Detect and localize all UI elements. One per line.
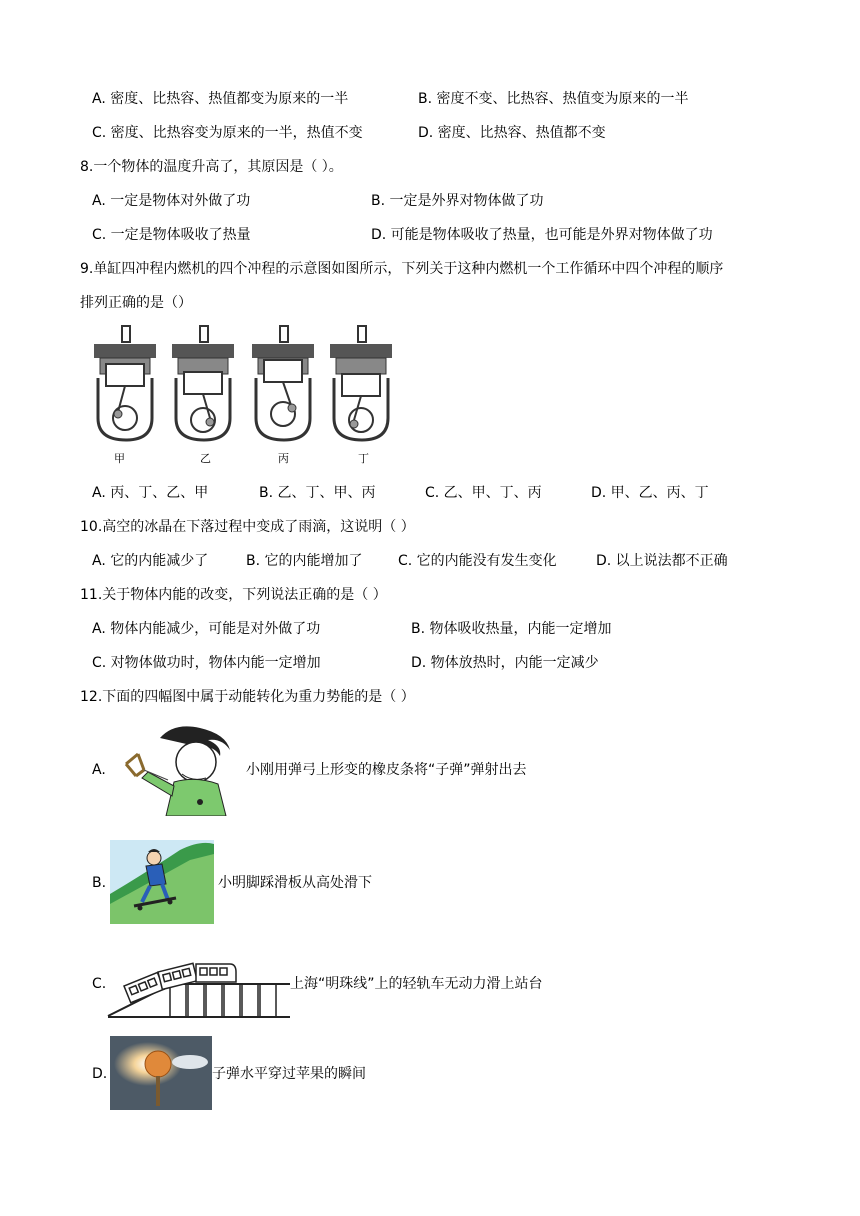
q9-stem-line1: 9.单缸四冲程内燃机的四个冲程的示意图如图所示，下列关于这种内燃机一个工作循环中四个冲程的顺序 bbox=[80, 261, 724, 277]
skateboard-boy-image bbox=[110, 840, 214, 924]
q9-option-d: D. 甲、乙、丙、丁 bbox=[591, 485, 709, 501]
figure-label-yi: 乙 bbox=[200, 452, 211, 465]
q10-option-d: D. 以上说法都不正确 bbox=[596, 553, 728, 569]
q12-option-a-text: 小刚用弹弓上形变的橡皮条将“子弹”弹射出去 bbox=[246, 762, 527, 778]
q10-option-b: B. 它的内能增加了 bbox=[246, 553, 363, 569]
q7-option-c: C. 密度、比热容变为原来的一半，热值不变 bbox=[92, 125, 363, 141]
q12-option-b-letter: B. bbox=[92, 875, 107, 891]
q12-option-c-text: 上海“明珠线”上的轻轨车无动力滑上站台 bbox=[290, 976, 543, 992]
q8-option-a: A. 一定是物体对外做了功 bbox=[92, 193, 251, 209]
q7-option-b: B. 密度不变、比热容、热值变为原来的一半 bbox=[418, 91, 689, 107]
figure-label-jia: 甲 bbox=[114, 452, 125, 465]
q8-option-c: C. 一定是物体吸收了热量 bbox=[92, 227, 251, 243]
q10-option-a: A. 它的内能减少了 bbox=[92, 553, 209, 569]
q12-option-d-letter: D. bbox=[92, 1066, 108, 1082]
q9-option-a: A. 丙、丁、乙、甲 bbox=[92, 485, 209, 501]
q8-option-b: B. 一定是外界对物体做了功 bbox=[371, 193, 544, 209]
slingshot-boy-image bbox=[122, 724, 242, 816]
q11-option-d: D. 物体放热时，内能一定减少 bbox=[411, 655, 599, 671]
q10-stem: 10.高空的冰晶在下落过程中变成了雨滴，这说明（ ） bbox=[80, 519, 415, 535]
q11-option-b: B. 物体吸收热量，内能一定增加 bbox=[411, 621, 612, 637]
engine-strokes-figure bbox=[88, 322, 398, 470]
engine-diagram-ding bbox=[330, 326, 392, 440]
q11-option-a: A. 物体内能减少，可能是对外做了功 bbox=[92, 621, 321, 637]
engine-diagram-jia bbox=[94, 326, 156, 440]
q8-option-d: D. 可能是物体吸收了热量，也可能是外界对物体做了功 bbox=[371, 227, 713, 243]
engine-diagram-yi bbox=[172, 326, 234, 440]
q7-option-d: D. 密度、比热容、热值都不变 bbox=[418, 125, 606, 141]
q11-option-c: C. 对物体做功时，物体内能一定增加 bbox=[92, 655, 321, 671]
q10-option-c: C. 它的内能没有发生变化 bbox=[398, 553, 557, 569]
q9-stem-line2: 排列正确的是（） bbox=[80, 295, 192, 311]
q9-option-b: B. 乙、丁、甲、丙 bbox=[259, 485, 376, 501]
figure-label-bing: 丙 bbox=[278, 452, 289, 465]
bullet-apple-image bbox=[110, 1036, 212, 1110]
q12-option-a-letter: A. bbox=[92, 762, 106, 778]
q12-stem: 12.下面的四幅图中属于动能转化为重力势能的是（ ） bbox=[80, 689, 415, 705]
engine-diagram-bing bbox=[252, 326, 314, 440]
q9-option-c: C. 乙、甲、丁、丙 bbox=[425, 485, 542, 501]
figure-label-ding: 丁 bbox=[358, 452, 369, 465]
q12-option-c-letter: C. bbox=[92, 976, 107, 992]
q12-option-b-text: 小明脚踩滑板从高处滑下 bbox=[218, 875, 372, 891]
light-rail-train-image bbox=[104, 950, 290, 1020]
q8-stem: 8.一个物体的温度升高了，其原因是（ ）。 bbox=[80, 159, 343, 175]
q11-stem: 11.关于物体内能的改变，下列说法正确的是（ ） bbox=[80, 587, 387, 603]
q12-option-d-text: 子弹水平穿过苹果的瞬间 bbox=[212, 1066, 366, 1082]
q7-option-a: A. 密度、比热容、热值都变为原来的一半 bbox=[92, 91, 349, 107]
